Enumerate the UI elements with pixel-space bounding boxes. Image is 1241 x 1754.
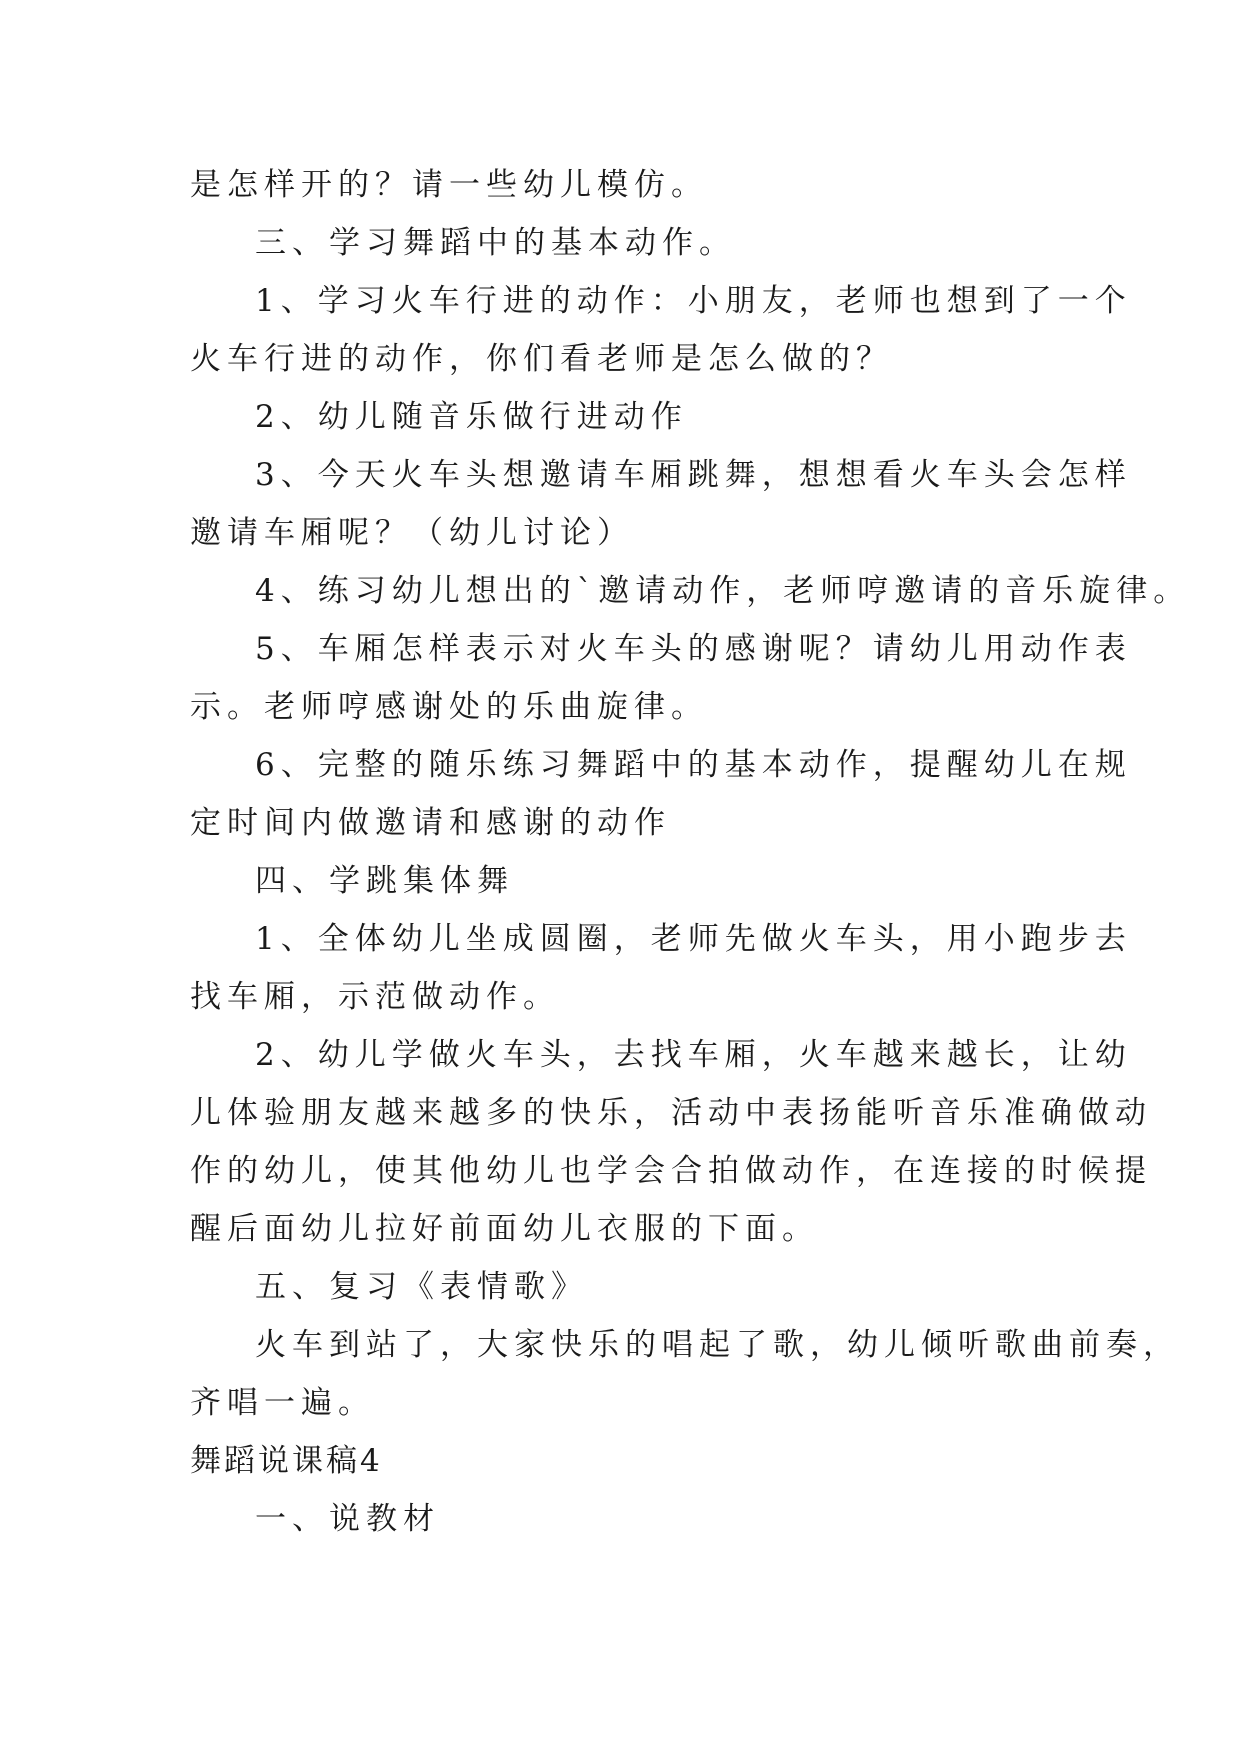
paragraph-line: 火车行进的动作，你们看老师是怎么做的？ [190, 341, 893, 377]
paragraph-line: 邀请车厢呢？（幼儿讨论） [190, 515, 634, 551]
paragraph-line: 2、幼儿学做火车头，去找车厢，火车越来越长，让幼 [255, 1037, 1132, 1073]
paragraph-line: 儿体验朋友越来越多的快乐，活动中表扬能听音乐准确做动 [190, 1095, 1152, 1131]
paragraph-line: 找车厢，示范做动作。 [190, 979, 560, 1015]
paragraph-line: 示。老师哼感谢处的乐曲旋律。 [190, 689, 708, 725]
section-heading: 三、学习舞蹈中的基本动作。 [255, 225, 736, 261]
section-heading: 四、学跳集体舞 [255, 863, 514, 899]
paragraph-line: 5、车厢怎样表示对火车头的感谢呢？请幼儿用动作表 [255, 631, 1132, 667]
paragraph-line: 1、全体幼儿坐成圆圈，老师先做火车头，用小跑步去 [255, 921, 1132, 957]
paragraph-line: 3、今天火车头想邀请车厢跳舞，想想看火车头会怎样 [255, 457, 1132, 493]
paragraph-line: 作的幼儿，使其他幼儿也学会合拍做动作，在连接的时候提 [190, 1153, 1152, 1189]
paragraph-line: 6、完整的随乐练习舞蹈中的基本动作，提醒幼儿在规 [255, 747, 1132, 783]
paragraph-line: 2、幼儿随音乐做行进动作 [255, 399, 688, 435]
paragraph-line: 是怎样开的？请一些幼儿模仿。 [190, 167, 708, 203]
paragraph-line: 火车到站了，大家快乐的唱起了歌，幼儿倾听歌曲前奏， [255, 1327, 1180, 1363]
paragraph-line: 齐唱一遍。 [190, 1385, 375, 1421]
paragraph-line: 1、学习火车行进的动作：小朋友，老师也想到了一个 [255, 283, 1132, 319]
paragraph-line: 定时间内做邀请和感谢的动作 [190, 805, 671, 841]
section-heading: 五、复习《表情歌》 [255, 1269, 588, 1305]
paragraph-line: 醒后面幼儿拉好前面幼儿衣服的下面。 [190, 1211, 819, 1247]
paragraph-line: 4、练习幼儿想出的`邀请动作，老师哼邀请的音乐旋律。 [255, 573, 1191, 609]
document-title: 舞蹈说课稿4 [190, 1443, 383, 1479]
section-heading: 一、说教材 [255, 1501, 440, 1537]
